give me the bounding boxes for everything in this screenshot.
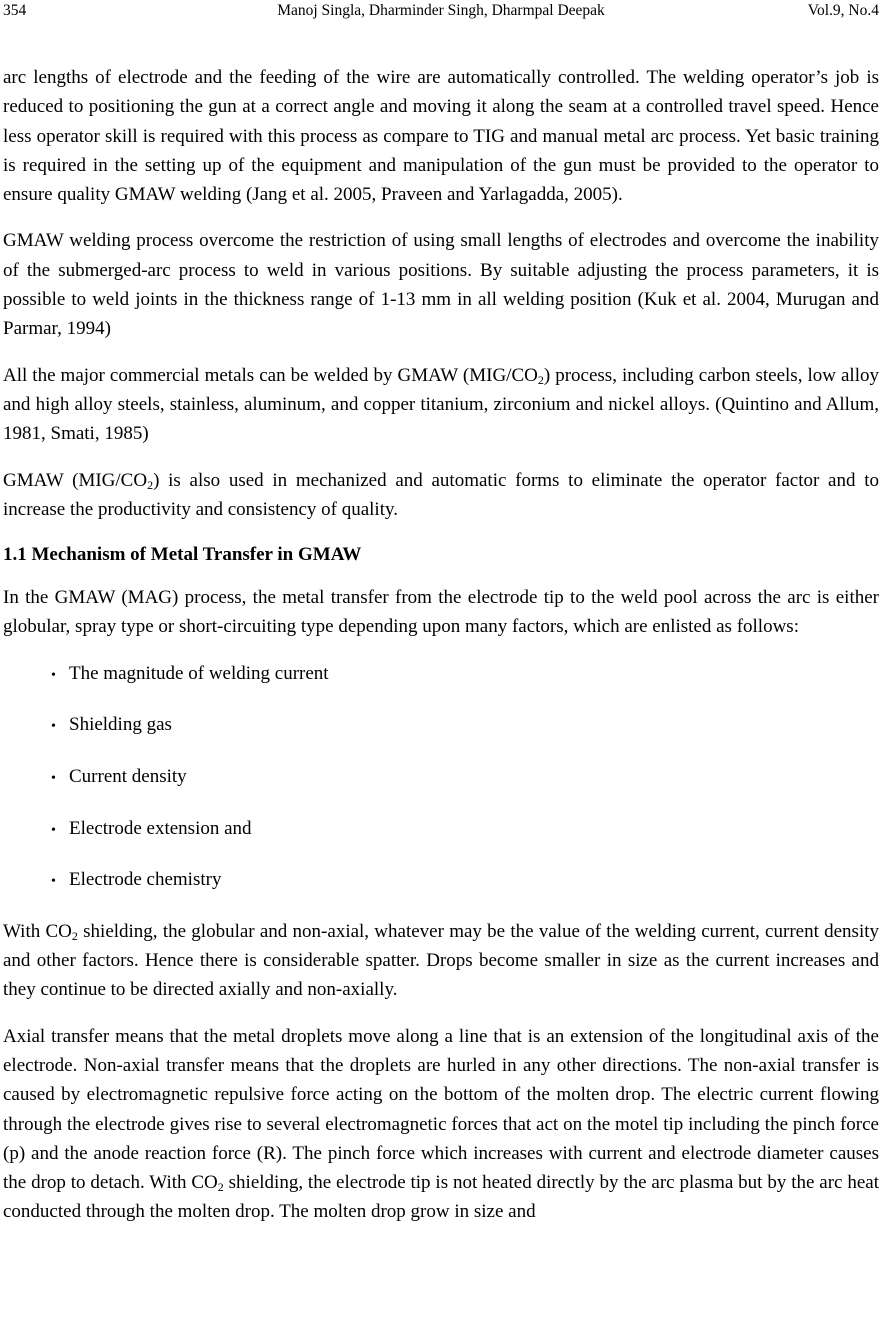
- list-item: [51, 762, 879, 793]
- list-item: [51, 710, 879, 741]
- paragraph-3-subscript: 2: [537, 372, 544, 387]
- paragraph-6-text-b: shielding, the globular and non-axial, whatever may be the value of the welding current, current density and other factors. Hence there is considerable spatter. Drops become smaller in size as the current increases and they continue to be directed axially and non-axially.: [3, 920, 879, 1001]
- list-item-text: Electrode chemistry: [69, 869, 222, 891]
- paragraph-3-text-a: All the major commercial metals can be welded by GMAW (MIG/CO: [3, 364, 538, 386]
- paragraph-6: [3, 917, 879, 1005]
- list-item-text: Current density: [69, 765, 187, 787]
- paragraph-6-subscript: 2: [71, 928, 78, 943]
- bullet-icon: •: [51, 719, 56, 735]
- header-volume: Vol.9, No.4: [807, 2, 879, 19]
- section-heading: 1.1 Mechanism of Metal Transfer in GMAW: [3, 544, 362, 566]
- paragraph-7-text-b: shielding, the electrode tip is not heated directly by the arc plasma but by the arc heat conducted through the molten drop. The molten drop grow in size and: [3, 1172, 879, 1223]
- paragraph-7: [3, 1022, 879, 1227]
- bullet-icon: •: [51, 874, 56, 890]
- running-header: [3, 0, 879, 22]
- page-number: 354: [3, 2, 27, 19]
- paragraph-3-text-b: ) process, including carbon steels, low alloy and high alloy steels, stainless, aluminum, and copper titanium, zirconium and nickel alloys. (Quintino and Allum, 1981, Smati, 1985): [3, 364, 879, 445]
- paragraph-4-text-a: GMAW (MIG/CO: [3, 469, 148, 491]
- paragraph-5: In the GMAW (MAG) process, the metal transfer from the electrode tip to the weld pool across the arc is either globular, spray type or short-circuiting type depending upon many factors, which are enlisted as follows:: [3, 587, 879, 638]
- factor-list: [3, 659, 879, 896]
- list-item: [51, 814, 879, 845]
- list-item-text: The magnitude of welding current: [69, 662, 329, 684]
- paragraph-4-text-b: ) is also used in mechanized and automatic forms to eliminate the operator factor and to increase the productivity and consistency of quality.: [3, 469, 879, 520]
- paragraph-6-text-a: With CO: [3, 920, 72, 942]
- body-text: [3, 63, 879, 1244]
- list-item-text: Electrode extension and: [69, 817, 252, 839]
- paragraph-4: [3, 466, 879, 525]
- bullet-icon: •: [51, 770, 56, 786]
- paragraph-1: arc lengths of electrode and the feeding of the wire are automatically controlled. The welding operator’s job is reduced to positioning the gun at a correct angle and moving it along the seam at a controlled travel speed. Hence less operator skill is required with this process as compare to TIG and manual metal arc process. Yet basic training is required in the setting up of the equipment and manipulation of the gun must be provided to the operator to ensure quality GMAW welding (Jang et al. 2005, Praveen and Yarlagadda, 2005).: [3, 67, 879, 206]
- list-item: [51, 865, 879, 896]
- bullet-icon: •: [51, 822, 56, 838]
- paragraph-3: [3, 361, 879, 449]
- bullet-icon: •: [51, 667, 56, 683]
- paragraph-2: GMAW welding process overcome the restriction of using small lengths of electrodes and overcome the inability of the submerged-arc process to weld in various positions. By suitable adjusting the process parameters, it is possible to weld joints in the thickness range of 1-13 mm in all welding position (Kuk et al. 2004, Murugan and Parmar, 1994): [3, 230, 879, 340]
- header-authors: Manoj Singla, Dharminder Singh, Dharmpal Deepak: [277, 2, 605, 19]
- list-item-text: Shielding gas: [69, 714, 172, 736]
- list-item: [51, 659, 879, 690]
- paragraph-4-subscript: 2: [147, 477, 154, 492]
- paragraph-7-text-a: Axial transfer means that the metal droplets move along a line that is an extension of the longitudinal axis of the electrode. Non-axial transfer means that the droplets are hurled in any other directions. The non-axial transfer is caused by electromagnetic repulsive force acting on the bottom of the molten drop. The electric current flowing through the electrode gives rise to several electromagnetic forces that act on the motel tip including the pinch force (p) and the anode reaction force (R). The pinch force which increases with current and electrode diameter causes the drop to detach. With CO: [3, 1025, 879, 1194]
- paragraph-7-subscript: 2: [217, 1180, 224, 1195]
